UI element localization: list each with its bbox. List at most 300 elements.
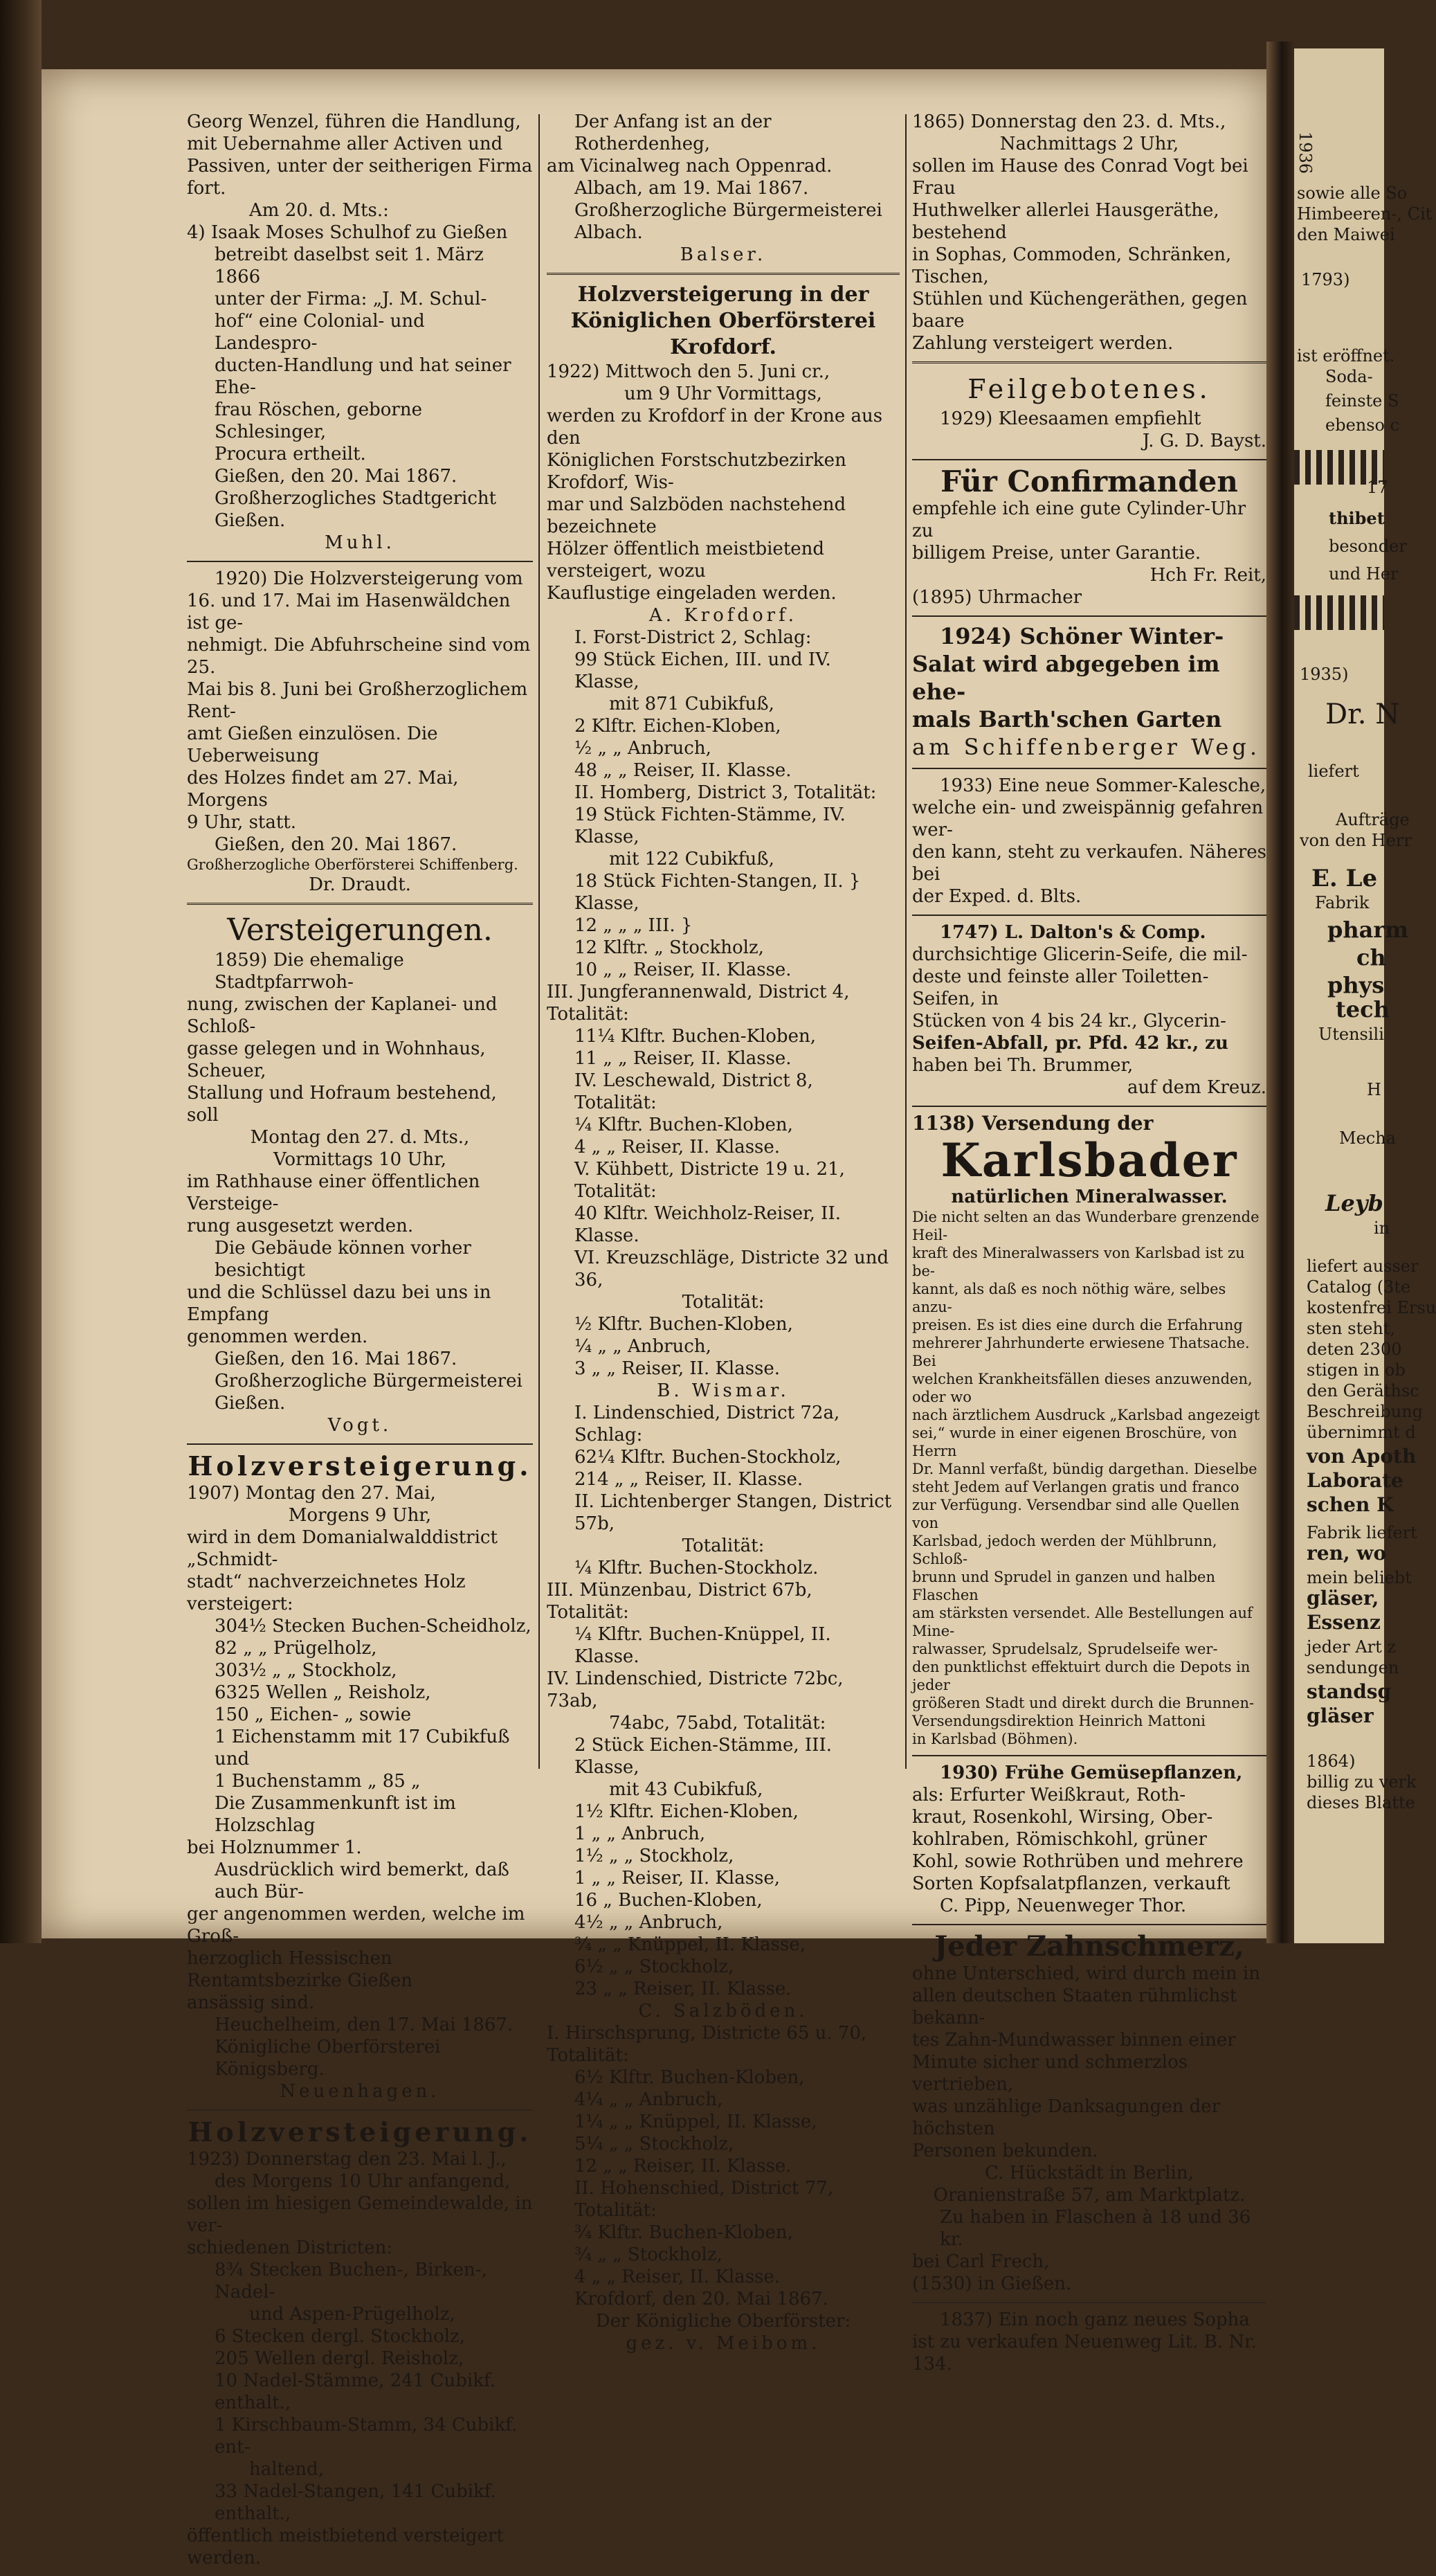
text-line: 1933) Eine neue Sommer-Kalesche, bbox=[940, 775, 1266, 796]
text-line: mehrerer Jahrhunderte erwiesene Thatsache. Bei bbox=[912, 1335, 1250, 1369]
signature-name: Muhl. bbox=[325, 532, 395, 553]
fragment-text: liefert bbox=[1308, 762, 1359, 781]
section-heading: Versteigerungen. bbox=[227, 912, 493, 948]
district-heading: B. Wismar. bbox=[657, 1380, 790, 1401]
text-line: sollen im Hause des Conrad Vogt bei Frau bbox=[912, 156, 1248, 199]
text-line: Passiven, unter der seitherigen Firma bbox=[187, 156, 533, 177]
fragment-text: kostenfrei Ersu bbox=[1307, 1298, 1436, 1317]
text-line: allen deutschen Staaten rühmlichst bekann- bbox=[912, 1985, 1237, 2028]
text-line: werden zu Krofdorf in der Krone aus den bbox=[547, 406, 883, 449]
text-line: Stühlen und Küchengeräthen, gegen baare bbox=[912, 289, 1248, 332]
ad-1924 bbox=[912, 622, 1266, 761]
text-line: fort. bbox=[187, 178, 226, 199]
signature-line: Großherzogliche Oberförsterei Schiffenberg. bbox=[187, 856, 518, 873]
text-line: am Vicinalweg nach Oppenrad. bbox=[547, 156, 833, 177]
text-line: ¼ Klftr. Buchen-Kloben, bbox=[574, 1115, 793, 1135]
text-line: 1923) Donnerstag den 23. Mai l. J., bbox=[187, 2149, 507, 2170]
ad-heading: Karlsbader bbox=[940, 1133, 1238, 1187]
text-line: 4¼ „ „ Anbruch, bbox=[574, 2089, 723, 2110]
fragment-text: Beschreibung bbox=[1307, 1402, 1424, 1421]
fragment-text: phys bbox=[1327, 972, 1385, 998]
text-line: 3 „ „ Reiser, II. Klasse. bbox=[574, 1358, 781, 1379]
text-line: Georg Wenzel, führen die Handlung, bbox=[187, 111, 521, 132]
text-line: um 9 Uhr Vormittags, bbox=[624, 384, 822, 404]
signature-line: Großherzogliche Bürgermeisterei Albach. bbox=[574, 200, 882, 243]
text-line: (1530) in Gießen. bbox=[912, 2273, 1072, 2294]
signature-line: Der Königliche Oberförster: bbox=[595, 2311, 851, 2332]
text-line: 33 Nadel-Stangen, 141 Cubikf. enthalt., bbox=[215, 2481, 496, 2524]
text-line: Kohl, sowie Rothrüben und mehrere bbox=[912, 1851, 1244, 1872]
text-line: 1138) Versendung der bbox=[912, 1112, 1154, 1135]
text-line: am Schiffenberger Weg. bbox=[912, 734, 1260, 760]
text-line: ¼ Klftr. Buchen-Knüppel, II. Klasse. bbox=[574, 1624, 831, 1667]
text-line: Totalität: bbox=[682, 1535, 765, 1556]
signature-name: Vogt. bbox=[327, 1415, 392, 1436]
text-line: schiedenen Districten: bbox=[187, 2237, 393, 2258]
text-line: I. Lindenschied, District 72a, Schlag: bbox=[574, 1403, 840, 1445]
text-line: ¼ Klftr. Buchen-Stockholz. bbox=[574, 1558, 819, 1578]
text-line: in Sophas, Commoden, Schränken, Tischen, bbox=[912, 244, 1232, 287]
text-line: 304½ Stecken Buchen-Scheidholz, bbox=[215, 1616, 531, 1637]
text-line: herzoglich Hessischen Rentamtsbezirke Gießen bbox=[187, 1948, 412, 1991]
text-line: nehmigt. Die Abfuhrscheine sind vom 25. bbox=[187, 635, 531, 678]
fragment-text: pharm bbox=[1327, 917, 1409, 943]
fragment-text: ch bbox=[1356, 944, 1386, 971]
text-line: II. Lichtenberger Stangen, District 57b, bbox=[574, 1491, 892, 1534]
date-line: Heuchelheim, den 17. Mai 1867. bbox=[215, 2015, 513, 2035]
text-line: IV. Leschewald, District 8, Totalität: bbox=[574, 1070, 813, 1113]
column-rule bbox=[905, 114, 907, 1769]
ad-albach bbox=[547, 111, 900, 266]
text-line: im Rathhause einer öffentlichen Versteige- bbox=[187, 1171, 480, 1214]
text-line: Versendungsdirektion Heinrich Mattoni bbox=[912, 1713, 1206, 1729]
ad-1138 bbox=[912, 1113, 1266, 1748]
text-line: ½ Klftr. Buchen-Kloben, bbox=[574, 1314, 793, 1335]
text-line: gasse gelegen und in Wohnhaus, Scheuer, bbox=[187, 1038, 486, 1081]
text-line: rung ausgesetzt werden. bbox=[187, 1216, 414, 1236]
divider bbox=[912, 361, 1266, 363]
column-rule bbox=[538, 114, 540, 1769]
ad-1530 bbox=[912, 1963, 1266, 2295]
ad-1922 bbox=[547, 361, 900, 2354]
text-line: ducten-Handlung und hat seiner Ehe- bbox=[215, 355, 511, 398]
ad-1837 bbox=[912, 2309, 1266, 2375]
text-line: und die Schlüssel dazu bei uns in Empfang bbox=[187, 1282, 491, 1325]
text-line: steht Jedem auf Verlangen gratis und franco bbox=[912, 1479, 1239, 1495]
ad-1929 bbox=[912, 408, 1266, 452]
divider bbox=[912, 915, 1266, 916]
section-heading: Holzversteigerung in der Königlichen Oberförsterei Krofdorf. bbox=[570, 282, 876, 359]
text-line: 23 „ „ Reiser, II. Klasse. bbox=[574, 1979, 792, 1999]
fragment-text: Himbeeren-, Cit bbox=[1297, 204, 1433, 224]
text-line: Montag den 27. d. Mts., bbox=[250, 1127, 470, 1148]
fragment-text: besonder bbox=[1329, 537, 1407, 556]
text-line: 1920) Die Holzversteigerung vom bbox=[215, 568, 523, 589]
text-line: öffentlich meistbietend versteigert werden. bbox=[187, 2525, 504, 2568]
text-line: 303½ „ „ Stockholz, bbox=[215, 1660, 397, 1681]
ad-1859 bbox=[187, 949, 533, 1436]
text-line: Seifen-Abfall, pr. Pfd. 42 kr., zu bbox=[912, 1033, 1228, 1054]
text-line: Morgens 9 Uhr, bbox=[288, 1505, 432, 1526]
text-line: Minute sicher und schmerzlos vertrieben, bbox=[912, 2052, 1188, 2095]
text-line: durchsichtige Glicerin-Seife, die mil- bbox=[912, 944, 1248, 965]
divider bbox=[912, 1924, 1266, 1925]
text-line: 82 „ „ Prügelholz, bbox=[215, 1638, 377, 1659]
text-line: haltend, bbox=[249, 2459, 325, 2480]
signature-line: Großherzogliche Bürgermeisterei Gießen. bbox=[215, 1371, 522, 1414]
text-line: kraut, Rosenkohl, Wirsing, Ober- bbox=[912, 1807, 1213, 1828]
text-line: V. Kühbett, Districte 19 u. 21, Totalität: bbox=[574, 1159, 845, 1202]
text-line: Der Anfang ist an der Rotherdenheg, bbox=[574, 111, 772, 154]
text-line: Dr. Mannl verfaßt, bündig dargethan. Dieselbe bbox=[912, 1461, 1257, 1477]
text-line: Zahlung versteigert werden. bbox=[912, 333, 1174, 354]
text-line: in Karlsbad (Böhmen). bbox=[912, 1731, 1078, 1747]
book-binding bbox=[0, 0, 42, 1943]
fragment-text: ist eröffnet. bbox=[1297, 346, 1395, 366]
fragment-text: 1935) bbox=[1300, 665, 1349, 684]
text-line: II. Homberg, District 3, Totalität: bbox=[574, 782, 877, 803]
fragment-text: ebenso c bbox=[1325, 415, 1400, 435]
text-line: kraft des Mineralwassers von Karlsbad ist zu be- bbox=[912, 1245, 1245, 1279]
text-line: 205 Wellen dergl. Reisholz, bbox=[215, 2348, 464, 2369]
text-line: des Morgens 10 Uhr anfangend, bbox=[215, 2171, 511, 2192]
fragment-text: E. Le bbox=[1311, 865, 1378, 892]
ad-1930 bbox=[912, 1762, 1266, 1917]
text-line: 11 „ „ Reiser, II. Klasse. bbox=[574, 1048, 792, 1069]
fragment-text: 1864) bbox=[1307, 1751, 1356, 1771]
text-line: 1907) Montag den 27. Mai, bbox=[187, 1483, 436, 1504]
text-line: 11¼ Klftr. Buchen-Kloben, bbox=[574, 1026, 816, 1047]
text-line: 1 Kirschbaum-Stamm, 34 Cubikf. ent- bbox=[215, 2415, 518, 2458]
text-line: 1½ „ „ Stockholz, bbox=[574, 1846, 734, 1866]
fragment-text: sowie alle So bbox=[1297, 183, 1408, 203]
text-line: 1859) Die ehemalige Stadtpfarrwoh- bbox=[215, 950, 404, 993]
section-heading: Für Confirmanden bbox=[940, 465, 1238, 498]
divider bbox=[187, 903, 533, 905]
signature-name: Neuenhagen. bbox=[280, 2081, 440, 2102]
text-line: 12 „ „ Reiser, II. Klasse. bbox=[574, 2156, 792, 2177]
text-line: Kauflustige eingeladen werden. bbox=[547, 583, 837, 604]
text-line: Die Gebäude können vorher besichtigt bbox=[215, 1238, 471, 1281]
fragment-text: standsg bbox=[1307, 1680, 1392, 1703]
divider bbox=[912, 1755, 1266, 1756]
section-heading: Holzversteigerung. bbox=[188, 1450, 532, 1481]
text-line: frau Röschen, geborne Schlesinger, bbox=[215, 399, 422, 442]
text-line: Die Zusammenkunft ist im Holzschlag bbox=[215, 1793, 456, 1836]
fragment-text: den Maiwei bbox=[1297, 225, 1395, 244]
fragment-text: Dr. N bbox=[1325, 699, 1400, 730]
text-line: bei Holznummer 1. bbox=[187, 1837, 362, 1858]
fragment-text: von den Herr bbox=[1300, 831, 1412, 850]
text-line: Totalität: bbox=[682, 1292, 765, 1313]
text-line: welche ein- und zweispännig gefahren wer- bbox=[912, 798, 1264, 840]
fragment-text: Fabrik liefert bbox=[1307, 1523, 1417, 1542]
text-line: III. Münzenbau, District 67b, Totalität: bbox=[547, 1580, 812, 1623]
text-line: 6 Stecken dergl. Stockholz, bbox=[215, 2326, 466, 2347]
text-line: 16 „ Buchen-Kloben, bbox=[574, 1890, 763, 1911]
text-line: 4½ „ „ Anbruch, bbox=[574, 1912, 723, 1933]
text-line: ¾ „ „ Stockholz, bbox=[574, 2244, 722, 2265]
text-line: Procura ertheilt. bbox=[215, 444, 366, 465]
ad-1907 bbox=[187, 1482, 533, 2102]
text-line: sollen im hiesigen Gemeindewalde, in ver- bbox=[187, 2193, 533, 2236]
text-line: Nachmittags 2 Uhr, bbox=[999, 134, 1179, 154]
text-line: 1 „ „ Reiser, II. Klasse, bbox=[574, 1868, 781, 1889]
text-line: ralwasser, Sprudelsalz, Sprudelseife wer- bbox=[912, 1641, 1218, 1657]
signature-name: Balser. bbox=[680, 244, 767, 265]
fragment-text: und Her bbox=[1329, 564, 1399, 584]
fragment-text: tech bbox=[1336, 996, 1390, 1023]
text-line: 1930) Frühe Gemüsepflanzen, bbox=[940, 1763, 1243, 1783]
divider bbox=[912, 2302, 1266, 2303]
text-line: 1837) Ein noch ganz neues Sopha bbox=[940, 2309, 1250, 2330]
text-line: 18 Stück Fichten-Stangen, II. } Klasse, bbox=[574, 871, 861, 914]
section-heading: Jeder Zahnschmerz, bbox=[934, 1930, 1244, 1963]
text-line: 1 Eichenstamm mit 17 Cubikfuß und bbox=[215, 1727, 510, 1769]
district-heading: A. Krofdorf. bbox=[648, 605, 798, 626]
text-line: Vormittags 10 Uhr, bbox=[273, 1149, 446, 1170]
text-line: 48 „ „ Reiser, II. Klasse. bbox=[574, 760, 792, 781]
text-line: 6325 Wellen „ Reisholz, bbox=[215, 1682, 431, 1703]
signature-name: C. Pipp, Neuenweger Thor. bbox=[940, 1895, 1187, 1916]
text-line: welchen Krankheitsfällen dieses anzuwenden, oder wo bbox=[912, 1371, 1253, 1405]
text-line: billigem Preise, unter Garantie. bbox=[912, 543, 1201, 564]
text-line: 214 „ „ Reiser, II. Klasse. bbox=[574, 1469, 803, 1490]
text-line: 2 Klftr. Eichen-Kloben, bbox=[574, 716, 781, 737]
divider bbox=[912, 459, 1266, 460]
text-line: nach ärztlichem Ausdruck „Karlsbad angezeigt bbox=[912, 1407, 1260, 1423]
fragment-text: ren, wo bbox=[1307, 1542, 1387, 1565]
divider bbox=[912, 615, 1266, 617]
text-line: I. Hirschsprung, Districte 65 u. 70, Totalität: bbox=[547, 2023, 867, 2066]
text-line: deste und feinste aller Toiletten-Seifen, in bbox=[912, 966, 1209, 1009]
text-line: bei Carl Frech, bbox=[912, 2251, 1050, 2272]
text-line: kohlraben, Römischkohl, grüner bbox=[912, 1829, 1207, 1850]
text-line: hof“ eine Colonial- und Landespro- bbox=[215, 311, 425, 354]
ad-handelsregister bbox=[187, 111, 533, 554]
text-line: den punktlichst effektuirt durch die Depots in jeder bbox=[912, 1659, 1251, 1693]
text-line: Am 20. d. Mts.: bbox=[249, 200, 389, 221]
text-line: 1¼ „ „ Knüppel, II. Klasse, bbox=[574, 2111, 817, 2132]
text-line: 6½ „ „ Stockholz, bbox=[574, 1956, 734, 1977]
text-line: 1929) Kleesaamen empfiehlt bbox=[940, 408, 1201, 429]
ad-1895 bbox=[912, 498, 1266, 609]
text-line: ¼ „ „ Anbruch, bbox=[574, 1336, 711, 1357]
text-line: 1924) Schöner Winter- bbox=[940, 623, 1224, 649]
page-gutter bbox=[1266, 42, 1294, 1943]
fragment-text: Mecha bbox=[1339, 1128, 1396, 1148]
text-line: stadt“ nachverzeichnetes Holz versteigert: bbox=[187, 1571, 466, 1614]
text-line: Stücken von 4 bis 24 kr., Glycerin- bbox=[912, 1011, 1226, 1032]
text-line: ger angenommen werden, welche im Groß- bbox=[187, 1904, 525, 1947]
ad-1920 bbox=[187, 568, 533, 896]
fragment-text: H bbox=[1367, 1080, 1381, 1099]
text-line: IV. Lindenschied, Districte 72bc, 73ab, bbox=[547, 1668, 844, 1711]
text-line: 5¼ „ „ Stockholz, bbox=[574, 2134, 734, 2154]
fragment-text: sten steht, bbox=[1307, 1319, 1396, 1338]
text-line: 12 „ „ „ III. } bbox=[574, 915, 693, 936]
ad-1933 bbox=[912, 775, 1266, 908]
text-line: amt Gießen einzulösen. Die Ueberweisung bbox=[187, 723, 438, 766]
fragment-text: 1793) bbox=[1301, 270, 1350, 289]
text-line: ¾ Klftr. Buchen-Kloben, bbox=[574, 2222, 793, 2243]
text-line: 40 Klftr. Weichholz-Reiser, II. Klasse. bbox=[574, 1203, 841, 1246]
text-line: Die nicht selten an das Wunderbare grenzende Heil- bbox=[912, 1209, 1260, 1243]
text-line: mit 871 Cubikfuß, bbox=[609, 694, 774, 714]
date-line: Gießen, den 20. Mai 1867. bbox=[215, 466, 457, 487]
text-line: Stallung und Hofraum bestehend, soll bbox=[187, 1083, 497, 1126]
text-line: mit 122 Cubikfuß, bbox=[609, 849, 774, 870]
date-line: Gießen, den 20. Mai 1867. bbox=[215, 834, 457, 855]
text-line: (1895) Uhrmacher bbox=[912, 587, 1082, 608]
district-heading: C. Salzböden. bbox=[638, 2001, 808, 2021]
ad-1923 bbox=[187, 2148, 533, 2569]
text-line: 4 „ „ Reiser, II. Klasse. bbox=[574, 1137, 781, 1158]
text-line: betreibt daselbst seit 1. März 1866 bbox=[215, 244, 484, 287]
text-line: 10 „ „ Reiser, II. Klasse. bbox=[574, 960, 792, 980]
text-line: Personen bekunden. bbox=[912, 2141, 1098, 2161]
fragment-text: Aufträge bbox=[1336, 810, 1410, 829]
text-line: Mai bis 8. Juni bei Großherzoglichem Rent- bbox=[187, 679, 528, 722]
text-line: 1 Buchenstamm „ 85 „ bbox=[215, 1771, 421, 1792]
fragment-text: übernimmt d bbox=[1307, 1423, 1416, 1442]
text-line: mals Barth'schen Garten bbox=[912, 706, 1222, 732]
signature-line: Königliche Oberförsterei Königsberg. bbox=[215, 2037, 441, 2080]
text-line: mit Uebernahme aller Activen und bbox=[187, 134, 503, 154]
fragment-text: von Apoth bbox=[1307, 1445, 1417, 1468]
divider bbox=[187, 2109, 533, 2111]
text-line: 62¼ Klftr. Buchen-Stockholz, bbox=[574, 1447, 842, 1468]
text-line: ist zu verkaufen Neuenweg Lit. B. Nr. 134. bbox=[912, 2332, 1257, 2375]
text-line: des Holzes findet am 27. Mai, Morgens bbox=[187, 768, 459, 811]
fragment-text: jeder Art z bbox=[1307, 1637, 1397, 1657]
date-line: Gießen, den 16. Mai 1867. bbox=[215, 1349, 457, 1369]
ad-1865 bbox=[912, 111, 1266, 354]
fragment-text: gläser bbox=[1307, 1704, 1374, 1727]
fragment-text: gläser, bbox=[1307, 1587, 1379, 1610]
text-line: 74abc, 75abd, Totalität: bbox=[609, 1713, 826, 1733]
fragment-text: Essenz bbox=[1307, 1611, 1381, 1634]
text-line: empfehle ich eine gute Cylinder-Uhr zu bbox=[912, 498, 1246, 541]
fragment-text: mein beliebt bbox=[1307, 1568, 1412, 1587]
divider bbox=[187, 561, 533, 562]
text-line: was unzählige Danksagungen der höchsten bbox=[912, 2096, 1221, 2139]
text-line: Salat wird abgegeben im ehe- bbox=[912, 651, 1220, 705]
text-line: brunn und Sprudel in ganzen und halben Flaschen bbox=[912, 1569, 1215, 1603]
fragment-text: sendungen bbox=[1307, 1658, 1399, 1677]
divider bbox=[912, 768, 1266, 769]
text-line: Oranienstraße 57, am Marktplatz. bbox=[933, 2185, 1246, 2206]
text-line: 1747) L. Dalton's & Comp. bbox=[940, 922, 1206, 943]
text-line: kannt, als daß es noch nöthig wäre, selbes anzu- bbox=[912, 1281, 1226, 1315]
text-line: 150 „ Eichen- „ sowie bbox=[215, 1704, 412, 1725]
signature-name: Dr. Draudt. bbox=[309, 874, 411, 895]
text-line: wird in dem Domanialwalddistrict „Schmidt- bbox=[187, 1527, 498, 1570]
text-line: 1865) Donnerstag den 23. d. Mts., bbox=[912, 111, 1226, 132]
date-line: Albach, am 19. Mai 1867. bbox=[574, 178, 809, 199]
text-line: Ausdrücklich wird bemerkt, daß auch Bür- bbox=[215, 1859, 509, 1902]
ornament-border bbox=[1294, 595, 1384, 630]
text-line: Königlichen Forstschutzbezirken Krofdorf, Wis- bbox=[547, 450, 846, 493]
ad-subheading: natürlichen Mineralwasser. bbox=[951, 1187, 1228, 1207]
fragment-text: thibet bbox=[1329, 508, 1385, 528]
text-line: 6½ Klftr. Buchen-Kloben, bbox=[574, 2067, 805, 2088]
text-line: Huthwelker allerlei Hausgeräthe, bestehend bbox=[912, 200, 1219, 243]
text-line: 4) Isaak Moses Schulhof zu Gießen bbox=[187, 222, 508, 243]
date-line: Krofdorf, den 20. Mai 1867. bbox=[574, 2289, 828, 2309]
divider bbox=[547, 273, 900, 275]
column-1 bbox=[187, 111, 533, 2576]
text-line: 9 Uhr, statt. bbox=[187, 812, 297, 833]
fragment-text: den Geräthsc bbox=[1307, 1381, 1419, 1400]
fragment-text: Leyb bbox=[1325, 1190, 1383, 1216]
fragment-text: Catalog (3te bbox=[1307, 1277, 1411, 1297]
text-line: tes Zahn-Mundwasser binnen einer bbox=[912, 2030, 1236, 2051]
text-line: nung, zwischen der Kaplanei- und Schloß- bbox=[187, 994, 498, 1037]
text-line: 19 Stück Fichten-Stämme, IV. Klasse, bbox=[574, 804, 846, 847]
text-line: II. Hohenschied, District 77, Totalität: bbox=[574, 2178, 834, 2221]
text-line: Hölzer öffentlich meistbietend versteigert, wozu bbox=[547, 539, 825, 582]
fragment-text: dieses Blatte bbox=[1307, 1793, 1415, 1812]
section-heading: Holzversteigerung. bbox=[188, 2116, 532, 2147]
text-line: 4 „ „ Reiser, II. Klasse. bbox=[574, 2267, 781, 2287]
fragment-text: liefert ausser bbox=[1307, 1257, 1419, 1276]
text-line: zur Verfügung. Versendbar sind alle Quellen von bbox=[912, 1497, 1239, 1531]
ad-1747 bbox=[912, 921, 1266, 1099]
text-line: ohne Unterschied, wird durch mein in bbox=[912, 1963, 1260, 1984]
text-line: auf dem Kreuz. bbox=[1127, 1077, 1266, 1098]
text-line: mit 43 Cubikfuß, bbox=[609, 1779, 763, 1800]
text-line: genommen werden. bbox=[187, 1326, 368, 1347]
text-line: Sorten Kopfsalatpflanzen, verkauft bbox=[912, 1873, 1230, 1894]
signature-name: gez. v. Meibom. bbox=[626, 2333, 821, 2354]
fragment-text: 17 bbox=[1367, 478, 1388, 497]
text-line: haben bei Th. Brummer, bbox=[912, 1055, 1134, 1076]
text-line: größeren Stadt und direkt durch die Brunnen- bbox=[912, 1695, 1255, 1711]
fragment-text: deten 2300 bbox=[1307, 1340, 1402, 1359]
text-line: am stärksten versendet. Alle Bestellungen auf Mine- bbox=[912, 1605, 1253, 1639]
text-line: 1 „ „ Anbruch, bbox=[574, 1823, 706, 1844]
fragment-text: feinste S bbox=[1325, 391, 1399, 411]
text-line: Zu haben in Flaschen à 18 und 36 kr. bbox=[940, 2207, 1251, 2250]
fragment-text: Fabrik bbox=[1315, 893, 1370, 912]
text-line: 8¾ Stecken Buchen-, Birken-, Nadel- bbox=[215, 2260, 487, 2303]
text-line: 1½ Klftr. Eichen-Kloben, bbox=[574, 1801, 799, 1822]
text-line: 10 Nadel-Stämme, 241 Cubikf. enthalt., bbox=[215, 2370, 496, 2413]
fragment-text: stigen in ob bbox=[1307, 1360, 1406, 1380]
signature-name: Hch Fr. Reit, bbox=[1149, 565, 1266, 586]
column-3 bbox=[912, 111, 1266, 2382]
text-line: unter der Firma: „J. M. Schul- bbox=[215, 289, 487, 309]
text-line: mar und Salzböden nachstehend bezeichnete bbox=[547, 494, 846, 537]
column-2 bbox=[547, 111, 900, 2361]
fragment-text: Utensili bbox=[1318, 1025, 1384, 1044]
fragment-text: in bbox=[1374, 1218, 1390, 1238]
text-line: preisen. Es ist dies eine durch die Erfahrung bbox=[912, 1317, 1243, 1333]
text-line: der Exped. d. Blts. bbox=[912, 886, 1082, 907]
fragment-text: billig zu verk bbox=[1307, 1772, 1417, 1792]
signature-name: C. Hückstädt in Berlin, bbox=[985, 2163, 1194, 2183]
fragment-text: Soda- bbox=[1325, 367, 1373, 386]
text-line: ½ „ „ Anbruch, bbox=[574, 738, 711, 759]
text-line: als: Erfurter Weißkraut, Roth- bbox=[912, 1785, 1186, 1805]
page-number: 1936 bbox=[1296, 132, 1315, 174]
text-line: I. Forst-District 2, Schlag: bbox=[574, 627, 812, 648]
text-line: den kann, steht zu verkaufen. Näheres bei bbox=[912, 842, 1266, 885]
fragment-text: schen K bbox=[1307, 1493, 1394, 1516]
text-line: ansässig sind. bbox=[187, 1992, 315, 2013]
text-line: und Aspen-Prügelholz, bbox=[249, 2304, 455, 2325]
